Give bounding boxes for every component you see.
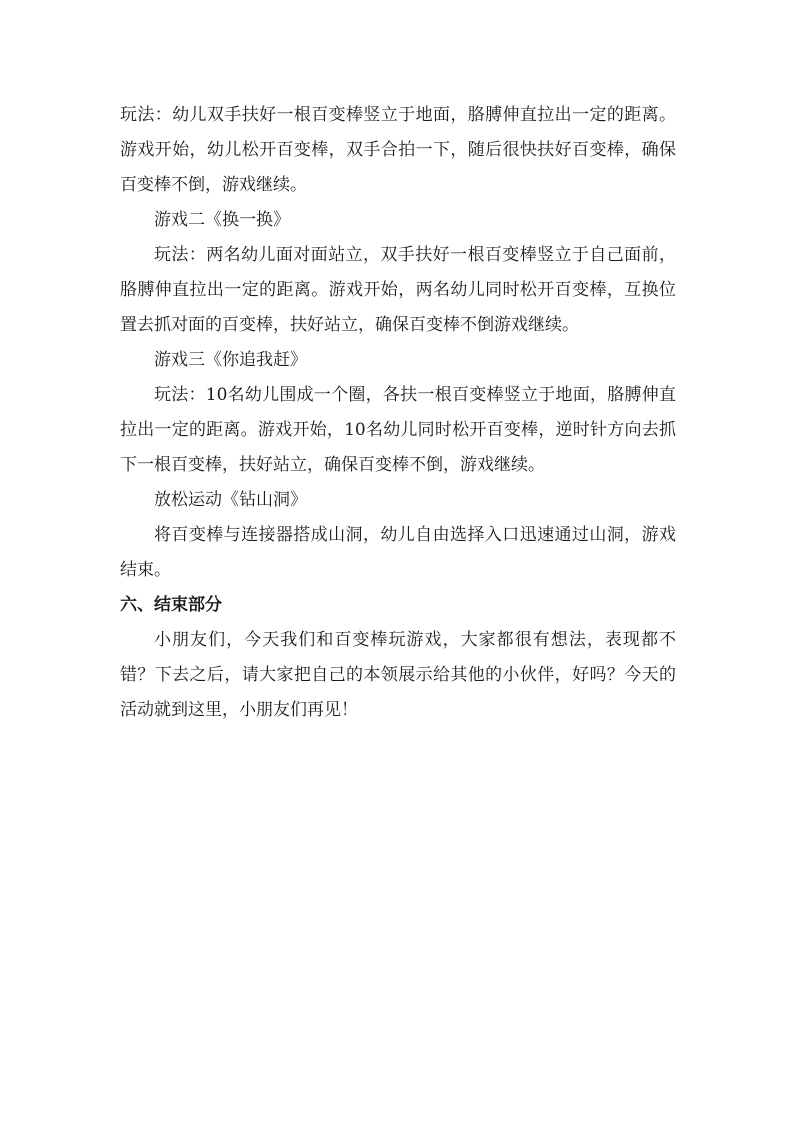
subheading-game3: 游戏三《你追我赶》 bbox=[154, 350, 307, 370]
subheading-game2: 游戏二《换一换》 bbox=[154, 210, 290, 230]
paragraph-relaxation: 将百变棒与连接器搭成山洞，幼儿自由选择入口迅速通过山洞，游戏结束。 bbox=[120, 525, 676, 580]
paragraph-game3-rules: 玩法：10名幼儿围成一个圈，各扶一根百变棒竖立于地面，胳膊伸直拉出一定的距离。游戏开始，10名幼儿同时松开百变棒，逆时针方向去抓下一根百变棒，扶好站立，确保百变棒不倒，游戏继续。 bbox=[120, 385, 676, 475]
paragraph-game1-rules: 玩法：幼儿双手扶好一根百变棒竖立于地面，胳膊伸直拉出一定的距离。游戏开始，幼儿松开百变棒，双手合拍一下，随后很快扶好百变棒，确保百变棒不倒，游戏继续。 bbox=[120, 105, 676, 195]
subheading-relaxation: 放松运动《钻山洞》 bbox=[154, 490, 307, 510]
section-heading-ending: 六、结束部分 bbox=[120, 595, 222, 615]
paragraph-ending: 小朋友们，今天我们和百变棒玩游戏，大家都很有想法，表现都不错？下去之后，请大家把自己的本领展示给其他的小伙伴，好吗？今天的活动就到这里，小朋友们再见！ bbox=[120, 630, 676, 720]
paragraph-game2-rules: 玩法：两名幼儿面对面站立，双手扶好一根百变棒竖立于自己面前，胳膊伸直拉出一定的距离。游戏开始，两名幼儿同时松开百变棒，互换位置去抓对面的百变棒，扶好站立，确保百变棒不倒游戏继续。 bbox=[120, 245, 676, 335]
document-body bbox=[120, 98, 676, 728]
